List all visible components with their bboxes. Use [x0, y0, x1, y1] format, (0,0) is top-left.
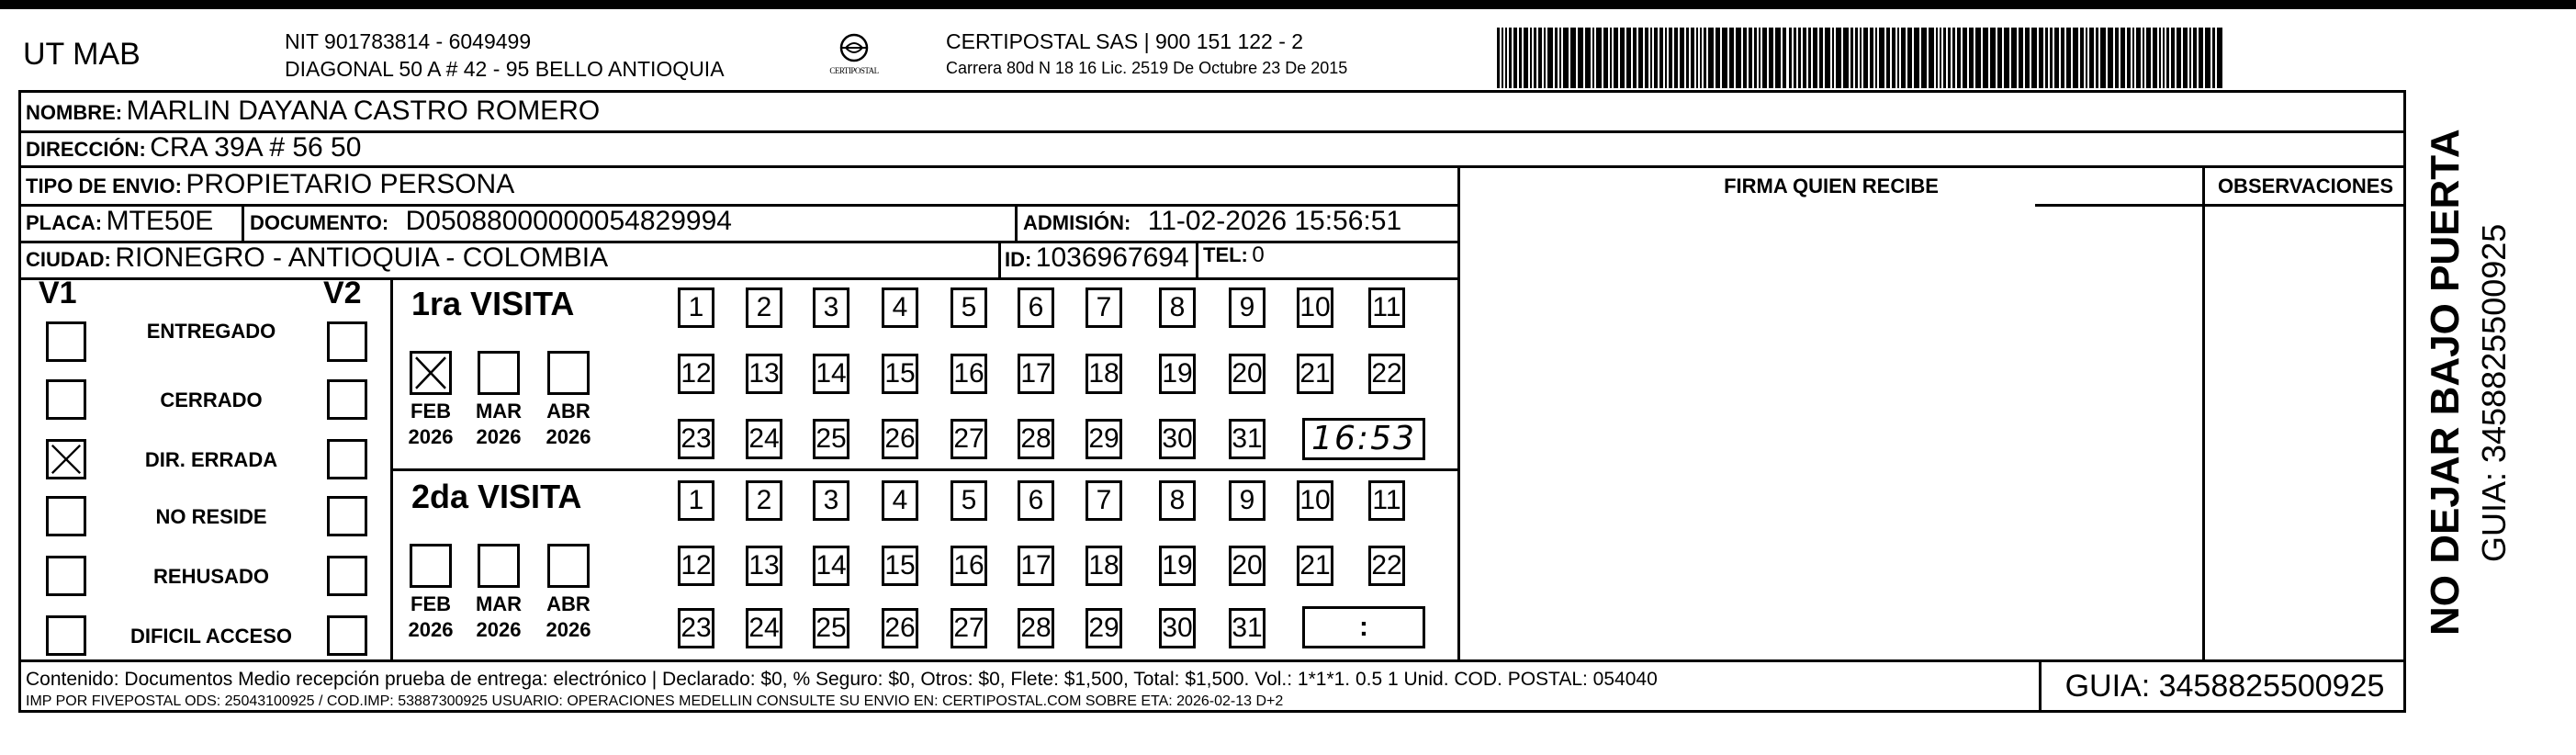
side-warning: NO DEJAR BAJO PUERTA [2423, 129, 2468, 636]
v1-checkbox[interactable] [46, 556, 86, 596]
day-box[interactable]: 3 [813, 480, 849, 521]
day-box[interactable]: 27 [951, 608, 987, 648]
imp-line: IMP POR FIVEPOSTAL ODS: 25043100925 / COD.IMP: 53887300925 USUARIO: OPERACIONES MEDELLIN CONSULTE SU ENVIO EN: CERTIPOSTAL.COM SOBRE ETA: 2026-02-13 D+2 [26, 693, 1284, 709]
day-box[interactable]: 22 [1368, 354, 1405, 394]
admission-label: ADMISIÓN: [1023, 211, 1131, 234]
company-name: UT MAB [23, 37, 141, 72]
status-reason-label: CERRADO [160, 389, 263, 411]
year-label: 2026 [408, 618, 454, 641]
v2-checkbox[interactable] [327, 439, 367, 479]
day-box[interactable]: 6 [1018, 287, 1054, 328]
day-box[interactable]: 26 [882, 608, 918, 648]
tel-label: TEL: [1203, 243, 1248, 266]
month-label: MAR [475, 400, 523, 423]
divider [2039, 659, 2042, 713]
day-box[interactable]: 4 [882, 287, 918, 328]
certipostal-logo [822, 29, 886, 83]
divider [2035, 204, 2406, 207]
day-box[interactable]: 16 [951, 546, 987, 586]
day-box[interactable]: 30 [1159, 608, 1196, 648]
day-box[interactable]: 9 [1229, 480, 1266, 521]
day-box[interactable]: 31 [1229, 419, 1266, 459]
v2-label: V2 [323, 276, 362, 310]
divider [1196, 241, 1198, 277]
day-box[interactable]: 10 [1297, 287, 1333, 328]
status-reason-label: REHUSADO [153, 565, 269, 588]
content-line: Contenido: Documentos Medio recepción prueba de entrega: electrónico | Declarado: $0, % Seguro: $0, Otros: $0, Flete: $1,500, Total: $1,500. Vol.: 1*1*1. 0.5 1 Unid. COD. POSTAL: 054040 [26, 669, 1658, 690]
month-label: ABR [546, 400, 591, 423]
company-nit: NIT 901783814 - 6049499 [285, 29, 532, 53]
recipient-address: CRA 39A # 56 50 [150, 132, 362, 163]
day-box[interactable]: 1 [678, 480, 714, 521]
divider [242, 204, 244, 241]
address-row [26, 132, 361, 163]
day-box[interactable]: 24 [746, 608, 782, 648]
v1-checkbox[interactable] [46, 615, 86, 656]
tel-cell [1203, 242, 1265, 268]
year-label: 2026 [476, 425, 522, 448]
month-label: FEB [411, 592, 451, 615]
v1-label: V1 [39, 276, 77, 310]
day-box[interactable]: 19 [1159, 354, 1196, 394]
status-reason-label: NO RESIDE [155, 505, 267, 528]
divider [1015, 204, 1018, 241]
divider [18, 130, 2406, 133]
month-label: ABR [546, 592, 591, 615]
day-box[interactable]: 16 [951, 354, 987, 394]
type-row [26, 169, 514, 200]
top-border [0, 0, 2576, 9]
v2-checkbox[interactable] [327, 615, 367, 656]
day-box[interactable]: 23 [678, 419, 714, 459]
day-box[interactable]: 8 [1159, 287, 1196, 328]
day-box[interactable]: 3 [813, 287, 849, 328]
second-visit-time[interactable] [1302, 606, 1425, 648]
month-checkbox[interactable] [478, 544, 520, 588]
year-label: 2026 [546, 618, 591, 641]
admission-cell [1023, 206, 1401, 237]
day-box[interactable]: 28 [1018, 608, 1054, 648]
day-box[interactable]: 5 [951, 287, 987, 328]
day-box[interactable]: 13 [746, 354, 782, 394]
v1-checkbox[interactable] [46, 439, 86, 479]
year-label: 2026 [546, 425, 591, 448]
day-box[interactable]: 9 [1229, 287, 1266, 328]
day-box[interactable]: 7 [1086, 287, 1122, 328]
plate-cell [26, 206, 213, 237]
day-box[interactable]: 13 [746, 546, 782, 586]
month-checkbox[interactable] [410, 351, 452, 395]
admission-value: 11-02-2026 15:56:51 [1147, 206, 1402, 236]
v2-checkbox[interactable] [327, 321, 367, 362]
day-box[interactable]: 23 [678, 608, 714, 648]
carrier-name: CERTIPOSTAL SAS | 900 151 122 - 2 [946, 29, 1304, 53]
day-box[interactable]: 7 [1086, 480, 1122, 521]
name-row [26, 96, 600, 127]
day-box[interactable]: 15 [882, 354, 918, 394]
first-visit-time-value: 16:53 [1311, 420, 1416, 457]
day-box[interactable]: 29 [1086, 419, 1122, 459]
second-visit-title: 2da VISITA [411, 478, 582, 515]
name-label: NOMBRE: [26, 101, 123, 124]
day-box[interactable]: 18 [1086, 546, 1122, 586]
day-box[interactable]: 21 [1297, 546, 1333, 586]
plate-label: PLACA: [26, 211, 103, 234]
status-reason-label: DIR. ERRADA [144, 448, 278, 471]
day-box[interactable]: 24 [746, 419, 782, 459]
day-box[interactable]: 29 [1086, 608, 1122, 648]
day-box[interactable]: 30 [1159, 419, 1196, 459]
day-box[interactable]: 11 [1368, 287, 1405, 328]
divider [390, 468, 1460, 471]
v1-checkbox[interactable] [46, 379, 86, 420]
day-box[interactable]: 26 [882, 419, 918, 459]
day-box[interactable]: 1 [678, 287, 714, 328]
day-box[interactable]: 17 [1018, 354, 1054, 394]
day-box[interactable]: 11 [1368, 480, 1405, 521]
day-box[interactable]: 21 [1297, 354, 1333, 394]
recipient-name: MARLIN DAYANA CASTRO ROMERO [126, 96, 601, 126]
day-box[interactable]: 25 [813, 608, 849, 648]
day-box[interactable]: 28 [1018, 419, 1054, 459]
v2-checkbox[interactable] [327, 496, 367, 536]
city-value: RIONEGRO - ANTIOQUIA - COLOMBIA [115, 242, 609, 273]
id-label: ID: [1005, 248, 1032, 271]
day-box[interactable]: 19 [1159, 546, 1196, 586]
day-box[interactable]: 20 [1229, 546, 1266, 586]
day-box[interactable]: 8 [1159, 480, 1196, 521]
document-label: DOCUMENTO: [250, 211, 389, 234]
day-box[interactable]: 12 [678, 546, 714, 586]
logo-text: CERTIPOSTAL [829, 66, 879, 75]
status-reason-label: ENTREGADO [146, 320, 276, 343]
city-cell [26, 242, 608, 274]
day-box[interactable]: 27 [951, 419, 987, 459]
month-checkbox[interactable] [547, 351, 590, 395]
day-box[interactable]: 17 [1018, 546, 1054, 586]
first-visit-time[interactable] [1302, 418, 1425, 460]
shipment-type: PROPIETARIO PERSONA [186, 169, 515, 199]
day-box[interactable]: 2 [746, 287, 782, 328]
company-address: DIAGONAL 50 A # 42 - 95 BELLO ANTIOQUIA [285, 57, 725, 81]
day-box[interactable]: 31 [1229, 608, 1266, 648]
v2-checkbox[interactable] [327, 379, 367, 420]
month-label: MAR [475, 592, 523, 615]
first-visit-title: 1ra VISITA [411, 285, 575, 322]
day-box[interactable]: 4 [882, 480, 918, 521]
observaciones-label: OBSERVACIONES [2217, 175, 2394, 197]
barcode-icon [1497, 28, 2227, 88]
footer-guia: GUIA: 3458825500925 [2064, 669, 2385, 704]
city-label: CIUDAD: [26, 248, 111, 271]
day-box[interactable]: 5 [951, 480, 987, 521]
divider [2202, 165, 2205, 659]
day-box[interactable]: 14 [813, 354, 849, 394]
divider [18, 277, 1460, 280]
divider [1457, 165, 1460, 659]
day-box[interactable]: 25 [813, 419, 849, 459]
document-cell [250, 206, 732, 237]
v1-checkbox[interactable] [46, 321, 86, 362]
divider [998, 241, 1001, 277]
carrier-license: Carrera 80d N 18 16 Lic. 2519 De Octubre 23 De 2015 [946, 59, 1348, 77]
month-label: FEB [411, 400, 451, 423]
side-guia: GUIA: 3458825500925 [2475, 223, 2513, 562]
v1-checkbox[interactable] [46, 496, 86, 536]
status-reason-label: DIFICIL ACCESO [129, 625, 292, 648]
day-box[interactable]: 12 [678, 354, 714, 394]
day-box[interactable]: 2 [746, 480, 782, 521]
day-box[interactable]: 20 [1229, 354, 1266, 394]
id-value: 1036967694 [1035, 242, 1189, 273]
year-label: 2026 [476, 618, 522, 641]
firma-label: FIRMA QUIEN RECIBE [1724, 175, 1939, 197]
day-box[interactable]: 6 [1018, 480, 1054, 521]
v2-checkbox[interactable] [327, 556, 367, 596]
day-box[interactable]: 14 [813, 546, 849, 586]
address-label: DIRECCIÓN: [26, 138, 146, 161]
tel-value: 0 [1252, 242, 1265, 267]
document-value: D05088000000054829994 [405, 206, 732, 236]
id-cell [1005, 242, 1189, 274]
divider [18, 165, 2406, 168]
day-box[interactable]: 22 [1368, 546, 1405, 586]
month-checkbox[interactable] [478, 351, 520, 395]
year-label: 2026 [408, 425, 454, 448]
divider [18, 659, 2406, 662]
plate-value: MTE50E [106, 206, 214, 236]
second-visit-time-value: : [1359, 612, 1368, 642]
day-box[interactable]: 18 [1086, 354, 1122, 394]
type-label: TIPO DE ENVIO: [26, 175, 182, 197]
month-checkbox[interactable] [410, 544, 452, 588]
day-box[interactable]: 10 [1297, 480, 1333, 521]
month-checkbox[interactable] [547, 544, 590, 588]
day-box[interactable]: 15 [882, 546, 918, 586]
